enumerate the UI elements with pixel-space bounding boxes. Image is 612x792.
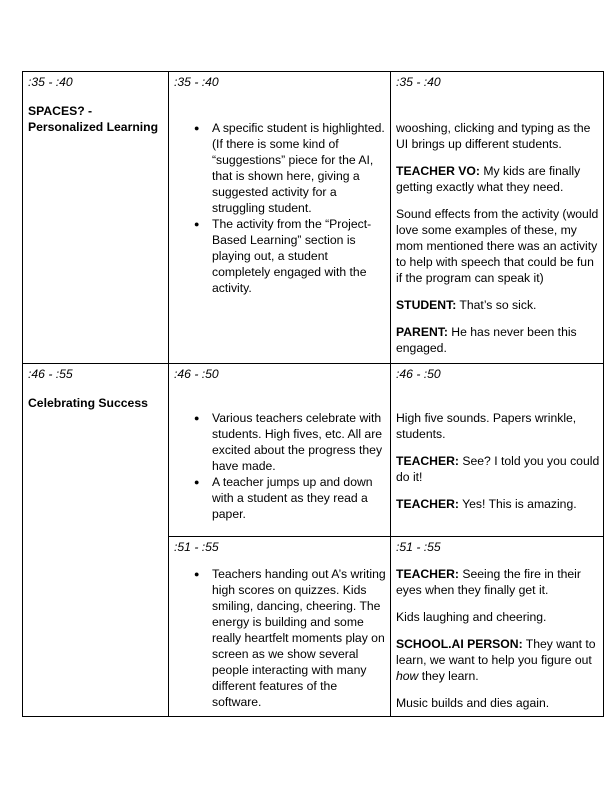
timecode: :35 - :40 [396, 75, 441, 89]
speaker-label: TEACHER: [396, 454, 459, 468]
timecode: :46 - :55 [28, 367, 73, 381]
visual-cell-1 [174, 74, 388, 296]
bullet-item: ● A specific student is highlighted.(If there is some kind of “suggestions” piece for the AI, that is shown here, giving a suggested activity for a struggling student. [212, 120, 388, 216]
speaker-label: PARENT: [396, 325, 448, 339]
bullet-item: ● The activity from the “Project-Based Learning” section is playing out, a student completely engaged with the activity. [212, 216, 388, 296]
timecode: :35 - :40 [174, 75, 219, 89]
audio-cell-2 [396, 366, 600, 512]
bullet-item: ● A teacher jumps up and down with a student as they read a paper. [212, 474, 388, 522]
visual-bullets [174, 410, 388, 522]
audio-line: High five sounds. Papers wrinkle, students. [396, 411, 577, 441]
timecode: :46 - :50 [396, 367, 441, 381]
audio-line: wooshing, clicking and typing as the UI brings up different students. [396, 121, 591, 151]
audio-line: TEACHER: See? I told you you could do it! [396, 454, 600, 484]
speaker-label: SCHOOL.AI PERSON: [396, 637, 523, 651]
audio-line: Kids laughing and cheering. [396, 610, 547, 624]
audio-line: SCHOOL.AI PERSON: They want to learn, we want to help you figure out how they learn. [396, 637, 596, 683]
audio-line: TEACHER VO: My kids are finally getting exactly what they need. [396, 164, 581, 194]
scene-cell-2 [28, 366, 164, 411]
speaker-label: TEACHER: [396, 497, 459, 511]
audio-line: STUDENT: That’s so sick. [396, 298, 537, 312]
visual-bullets [174, 566, 388, 710]
audio-cell-1 [396, 74, 600, 356]
timecode: :35 - :40 [28, 75, 73, 89]
visual-bullets [174, 120, 388, 296]
bullet-item: ● Teachers handing out A’s writing high scores on quizzes. Kids smiling, dancing, cheering. The energy is building and some really heartfelt moments play on screen as we show several people interacting with many different features of the software. [212, 566, 388, 710]
scene-title: SPACES? - Personalized Learning [28, 104, 159, 134]
visual-cell-3 [174, 539, 388, 710]
timecode: :46 - :50 [174, 367, 219, 381]
bullet-item: ● Various teachers celebrate with students. High fives, etc. All are excited about the progress they have made. [212, 410, 388, 474]
visual-cell-2 [174, 366, 388, 522]
timecode: :51 - :55 [174, 540, 219, 554]
audio-line: TEACHER: Yes! This is amazing. [396, 497, 577, 511]
audio-line: PARENT: He has never been this engaged. [396, 325, 577, 355]
speaker-label: TEACHER: [396, 567, 459, 581]
scene-title: Celebrating Success [28, 396, 148, 410]
scene-cell-1 [28, 74, 164, 135]
audio-line: TEACHER: Seeing the fire in their eyes when they finally get it. [396, 567, 581, 597]
script-table [22, 71, 604, 717]
timecode: :51 - :55 [396, 540, 441, 554]
audio-line: Sound effects from the activity (would love some examples of these, my mom mentioned there was an activity to help with speech that could be fun if the program can speak it) [396, 207, 599, 285]
speaker-label: STUDENT: [396, 298, 457, 312]
speaker-label: TEACHER VO: [396, 164, 480, 178]
audio-cell-3 [396, 539, 600, 711]
audio-line: Music builds and dies again. [396, 696, 550, 710]
